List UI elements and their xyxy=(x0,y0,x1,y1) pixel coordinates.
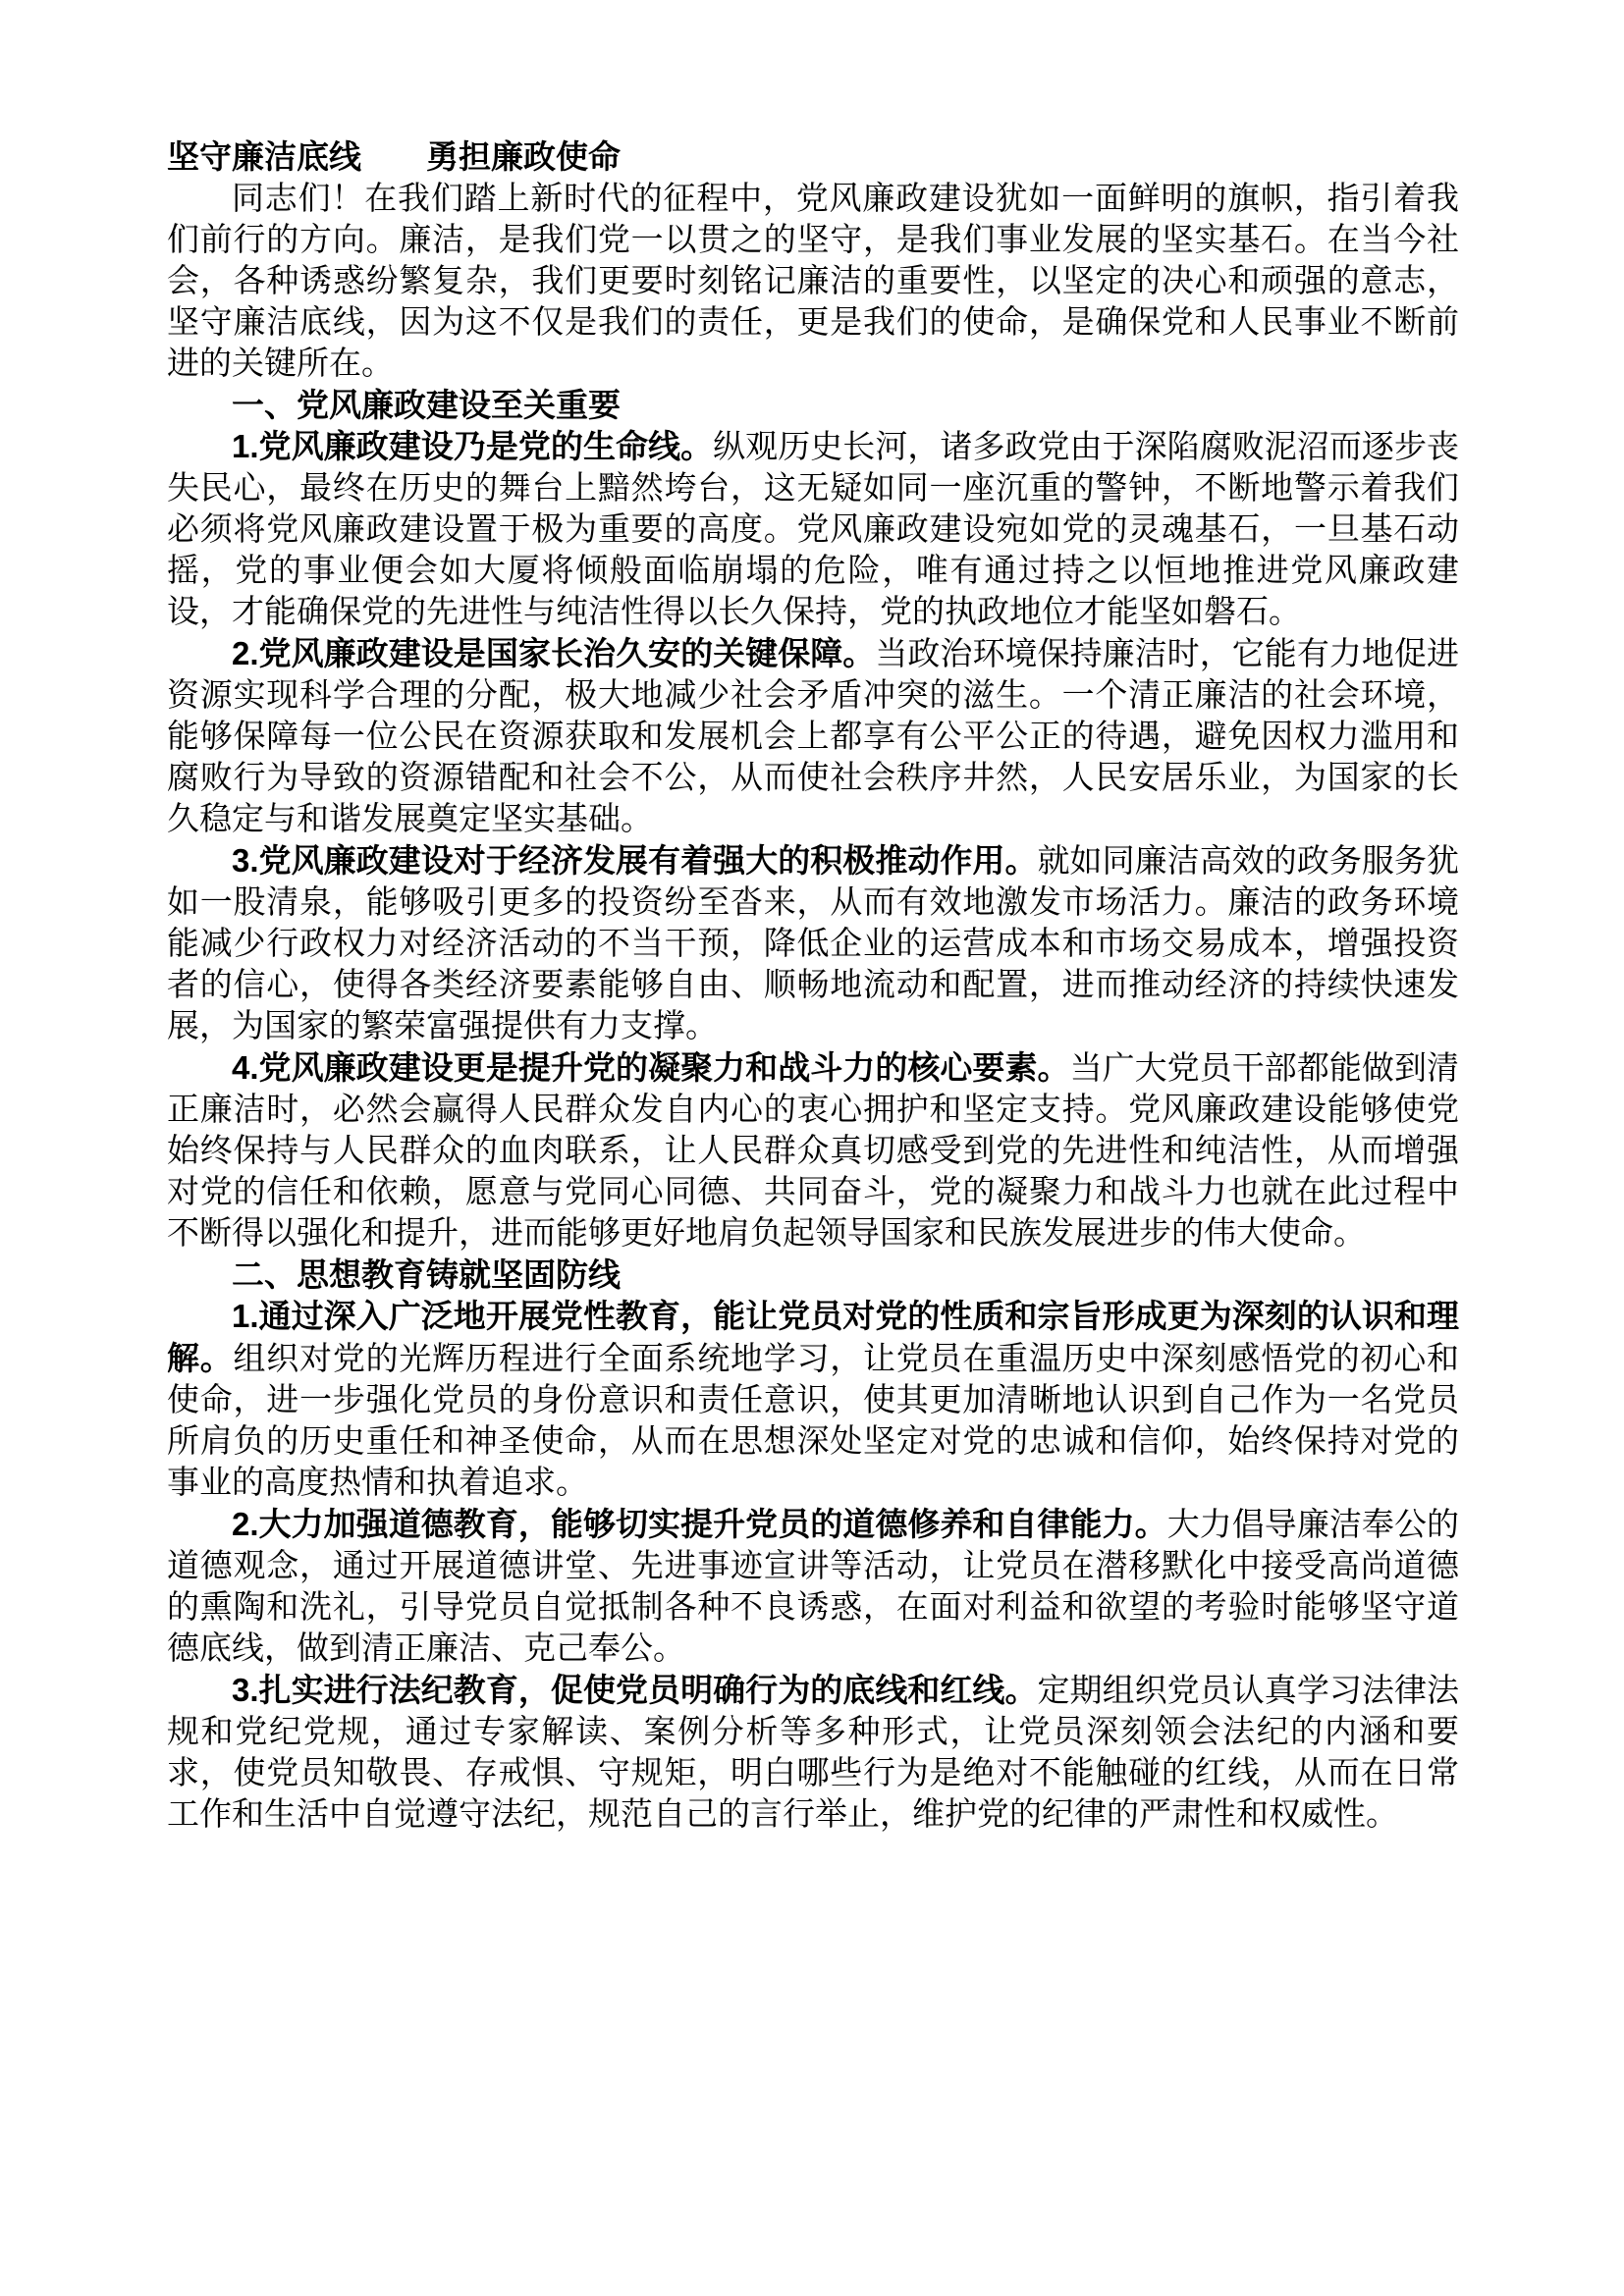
section-2-item-1 xyxy=(167,1296,1459,1504)
section-1-item-4 xyxy=(167,1047,1459,1255)
section-1-item-2 xyxy=(167,633,1459,840)
paragraph-lead: 2.大力加强道德教育，能够切实提升党员的道德修养和自律能力。 xyxy=(232,1506,1167,1542)
paragraph-body: 当政治环境保持廉洁时，它能有力地促进资源实现科学合理的分配，极大地减少社会矛盾冲突的滋生。一个清正廉洁的社会环境，能够保障每一位公民在资源获取和发展机会上都享有公平公正的待遇，避免因权力滥用和腐败行为导致的资源错配和社会不公，从而使社会秩序井然，人民安居乐业，为国家的长久稳定与和谐发展奠定坚实基础。 xyxy=(167,637,1460,837)
paragraph-body: 大力倡导廉洁奉公的道德观念，通过开展道德讲堂、先进事迹宣讲等活动，让党员在潜移默化中接受高尚道德的熏陶和洗礼，引导党员自觉抵制各种不良诱惑，在面对利益和欲望的考验时能够坚守道德底线，做到清正廉洁、克己奉公。 xyxy=(167,1508,1460,1667)
section-2-item-2 xyxy=(167,1504,1459,1670)
paragraph-body: 定期组织党员认真学习法律法规和党纪党规，通过专家解读、案例分析等多种形式，让党员深刻领会法纪的内涵和要求，使党员知敬畏、存戒惧、守规矩，明白哪些行为是绝对不能触碰的红线，从而在日常工作和生活中自觉遵守法纪，规范自己的言行举止，维护党的纪律的严肃性和权威性。 xyxy=(167,1674,1459,1833)
document-content xyxy=(167,137,1459,1836)
section-1-heading: 一、党风廉政建设至关重要 xyxy=(232,387,621,423)
paragraph-lead: 3.扎实进行法纪教育，促使党员明确行为的底线和红线。 xyxy=(232,1672,1038,1708)
section-1-item-1 xyxy=(167,426,1459,633)
paragraph-body: 组织对党的光辉历程进行全面系统地学习，让党员在重温历史中深刻感悟党的初心和使命，进一步强化党员的身份意识和责任意识，使其更加清晰地认识到自己作为一名党员所肩负的历史重任和神圣使命，从而在思想深处坚定对党的忠诚和信仰，始终保持对党的事业的高度热情和执着追求。 xyxy=(167,1342,1460,1501)
paragraph-lead: 4.党风廉政建设更是提升党的凝聚力和战斗力的核心要素。 xyxy=(232,1049,1070,1086)
paragraph-body: 就如同廉洁高效的政务服务犹如一股清泉，能够吸引更多的投资纷至沓来，从而有效地激发市场活力。廉洁的政务环境能减少行政权力对经济活动的不当干预，降低企业的运营成本和市场交易成本，增强投资者的信心，使得各类经济要素能够自由、顺畅地流动和配置，进而推动经济的持续快速发展，为国家的繁荣富强提供有力支撑。 xyxy=(167,844,1459,1044)
paragraph-body: 当广大党员干部都能做到清正廉洁时，必然会赢得人民群众发自内心的衷心拥护和坚定支持。党风廉政建设能够使党始终保持与人民群众的血肉联系，让人民群众真切感受到党的先进性和纯洁性，从而增强对党的信任和依赖，愿意与党同心同德、共同奋斗，党的凝聚力和战斗力也就在此过程中不断得以强化和提升，进而能够更好地肩负起领导国家和民族发展进步的伟大使命。 xyxy=(167,1051,1459,1252)
intro-paragraph: 同志们！在我们踏上新时代的征程中，党风廉政建设犹如一面鲜明的旗帜，指引着我们前行的方向。廉洁，是我们党一以贯之的坚守，是我们事业发展的坚实基石。在当今社会，各种诱惑纷繁复杂，我们更要时刻铭记廉洁的重要性，以坚定的决心和顽强的意志，坚守廉洁底线，因为这不仅是我们的责任，更是我们的使命，是确保党和人民事业不断前进的关键所在。 xyxy=(167,182,1459,382)
section-2-item-3 xyxy=(167,1670,1459,1836)
paragraph-lead: 2.党风廉政建设是国家长治久安的关键保障。 xyxy=(232,635,876,671)
paragraph-lead: 1.党风廉政建设乃是党的生命线。 xyxy=(232,428,714,464)
doc-title: 坚守廉洁底线 勇担廉政使命 xyxy=(167,140,621,176)
section-1-item-3 xyxy=(167,840,1459,1047)
paragraph-body: 纵观历史长河，诸多政党由于深陷腐败泥沼而逐步丧失民心，最终在历史的舞台上黯然垮台，这无疑如同一座沉重的警钟，不断地警示着我们必须将党风廉政建设置于极为重要的高度。党风廉政建设宛如党的灵魂基石，一旦基石动摇，党的事业便会如大厦将倾般面临崩塌的危险，唯有通过持之以恒地推进党风廉政建设，才能确保党的先进性与纯洁性得以长久保持，党的执政地位才能坚如磐石。 xyxy=(167,430,1459,630)
paragraph-lead: 1.通过深入广泛地开展党性教育，能让党员对党的性质和宗旨形成更为深刻的认识和理解。 xyxy=(167,1298,1459,1376)
paragraph-lead: 3.党风廉政建设对于经济发展有着强大的积极推动作用。 xyxy=(232,842,1038,879)
section-2-heading: 二、思想教育铸就坚固防线 xyxy=(232,1256,621,1293)
